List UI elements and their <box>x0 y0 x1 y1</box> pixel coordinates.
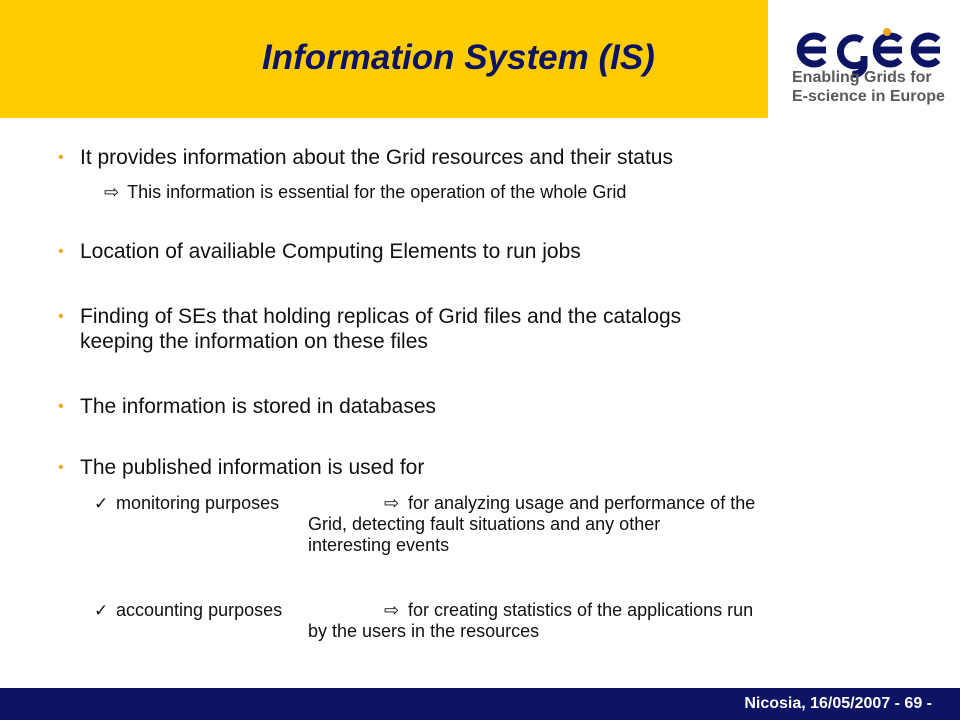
footer-text: Nicosia, 16/05/2007 - 69 - <box>744 695 932 712</box>
use-1-desc-2: Grid, detecting fault situations and any other <box>308 514 661 534</box>
logo-tagline-2: E-science in Europe <box>792 88 945 105</box>
bullet-4-text: The information is stored in databases <box>80 395 437 418</box>
use-2-desc-1: for creating statistics of the applications run <box>408 600 754 620</box>
checkmark-icon: ✓ <box>94 494 109 513</box>
use-1-desc-3: interesting events <box>308 535 450 555</box>
bullet-marker: • <box>58 398 64 415</box>
bullet-marker: • <box>58 243 64 260</box>
use-2-desc-2: by the users in the resources <box>308 621 540 641</box>
checkmark-icon: ✓ <box>94 601 109 620</box>
use-1-desc-1: for analyzing usage and performance of the <box>408 493 756 513</box>
bullet-1-sub-text: This information is essential for the operation of the whole Grid <box>127 182 627 202</box>
footer-bar <box>0 688 960 720</box>
bullet-3-text-cont: keeping the information on these files <box>80 330 428 353</box>
arrow-right-icon: ⇨ <box>384 493 400 513</box>
use-2-label: accounting purposes <box>116 600 283 620</box>
bullet-1-text: It provides information about the Grid resources and their status <box>80 146 673 169</box>
use-1-label: monitoring purposes <box>116 493 280 513</box>
slide-title: Information System (IS) <box>262 38 655 77</box>
bullet-2-text: Location of availiable Computing Elements to run jobs <box>80 240 581 263</box>
bullet-marker: • <box>58 308 64 325</box>
bullet-marker: • <box>58 149 64 166</box>
arrow-right-icon: ⇨ <box>104 182 120 202</box>
bullet-5-text: The published information is used for <box>80 456 425 479</box>
bullet-marker: • <box>58 459 64 476</box>
bullet-3-text: Finding of SEs that holding replicas of Grid files and the catalogs <box>80 305 682 328</box>
bullet-1-sub <box>104 182 626 203</box>
logo-tagline-1: Enabling Grids for <box>792 69 932 86</box>
arrow-right-icon: ⇨ <box>384 600 400 620</box>
